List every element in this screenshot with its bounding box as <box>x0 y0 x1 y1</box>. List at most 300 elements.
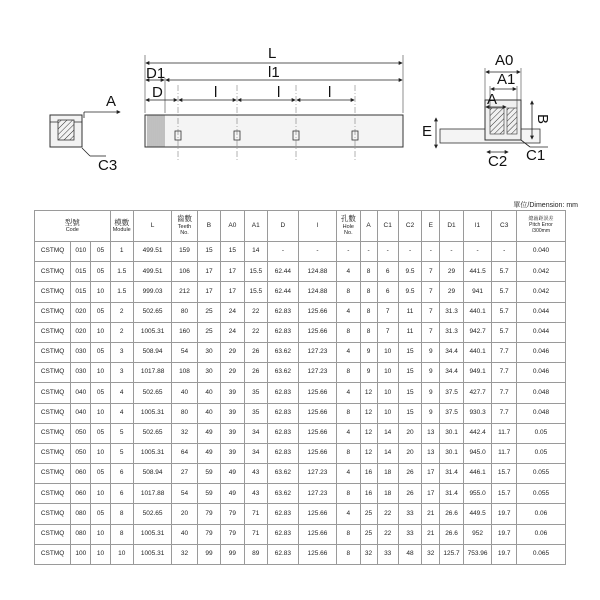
cell-d: 62.44 <box>267 282 298 302</box>
table-row <box>35 383 566 403</box>
cell-code-size: 015 <box>71 262 91 282</box>
cell-c1: 10 <box>377 403 398 423</box>
cell-e: 9 <box>422 403 440 423</box>
col-header-c2: C2 <box>398 211 421 242</box>
col-header-pitch-error <box>516 211 565 242</box>
cell-length-l: 508.94 <box>133 342 171 362</box>
cell-pitch-error: 0.048 <box>516 383 565 403</box>
col-header-module <box>110 211 133 242</box>
cell-pitch-l: 127.23 <box>298 484 336 504</box>
cell-code-size: 015 <box>71 282 91 302</box>
cell-c3: 7.7 <box>492 383 516 403</box>
technical-drawings <box>0 0 600 200</box>
cell-code-size: 020 <box>71 302 91 322</box>
cell-length-l: 1005.31 <box>133 322 171 342</box>
cell-length-l: 1005.31 <box>133 443 171 463</box>
cell-code-length: 05 <box>91 383 110 403</box>
cell-code-length: 05 <box>91 464 110 484</box>
cell-code-length: 10 <box>91 282 110 302</box>
cell-teeth-no: 159 <box>172 242 198 262</box>
cell-e: 7 <box>422 262 440 282</box>
cell-length-l: 502.65 <box>133 383 171 403</box>
cell-hole-no: 4 <box>337 464 360 484</box>
cell-c1: 18 <box>377 464 398 484</box>
front-l1-label: l1 <box>268 64 280 81</box>
cell-pitch-error: 0.055 <box>516 464 565 484</box>
cell-d1: 29 <box>440 262 463 282</box>
cell-a0: 49 <box>221 464 244 484</box>
cell-c2: 33 <box>398 504 421 524</box>
right-a1-label: A1 <box>497 71 516 88</box>
cell-a1: 43 <box>244 484 267 504</box>
cell-c3: 15.7 <box>492 464 516 484</box>
cell-module: 3 <box>110 342 133 362</box>
cell-hole-no: 4 <box>337 423 360 443</box>
front-pitch-label-3: l <box>328 84 332 101</box>
cell-l1: 427.7 <box>463 383 492 403</box>
cell-e: 21 <box>422 524 440 544</box>
cell-d: 62.83 <box>267 524 298 544</box>
cell-c3: 5.7 <box>492 282 516 302</box>
cell-c2: 20 <box>398 443 421 463</box>
cell-hole-no: 8 <box>337 544 360 564</box>
cell-e: 21 <box>422 504 440 524</box>
cell-hole-no: 8 <box>337 524 360 544</box>
pitch-en1: Pitch Error <box>529 222 553 229</box>
cell-a0: 24 <box>221 302 244 322</box>
cell-teeth-no: 40 <box>172 383 198 403</box>
cell-module: 10 <box>110 544 133 564</box>
cell-c1: 10 <box>377 342 398 362</box>
cell-hole-no: 4 <box>337 342 360 362</box>
table-row <box>35 403 566 423</box>
left-section-view <box>50 93 120 174</box>
cell-code-size: 050 <box>71 423 91 443</box>
cell-length-l: 1005.31 <box>133 403 171 423</box>
left-a-label: A <box>106 93 117 110</box>
cell-d1: 31.4 <box>440 484 463 504</box>
code-zh: 型號 <box>64 217 80 227</box>
right-e-label: E <box>422 123 433 140</box>
cell-pitch-error: 0.046 <box>516 363 565 383</box>
cell-b: 25 <box>197 302 220 322</box>
cell-code-size: 060 <box>71 484 91 504</box>
table-row <box>35 242 566 262</box>
cell-l1: 930.3 <box>463 403 492 423</box>
cell-pitch-l: 125.66 <box>298 423 336 443</box>
col-header-teeth <box>172 211 198 242</box>
cell-c3: 19.7 <box>492 524 516 544</box>
cell-a: - <box>360 242 377 262</box>
hole-zh: 孔數 <box>340 214 356 224</box>
table-row <box>35 302 566 322</box>
right-c2-label: C2 <box>488 153 508 170</box>
cell-d: 62.83 <box>267 302 298 322</box>
cell-code-length: 10 <box>91 484 110 504</box>
cell-d1: 29 <box>440 282 463 302</box>
cell-l1: 955.0 <box>463 484 492 504</box>
cell-code-size: 040 <box>71 403 91 423</box>
cell-length-l: 502.65 <box>133 302 171 322</box>
cell-c1: 22 <box>377 504 398 524</box>
cell-c1: 22 <box>377 524 398 544</box>
code-en: Code <box>65 227 79 234</box>
cell-a: 8 <box>360 282 377 302</box>
cell-a1: 89 <box>244 544 267 564</box>
cell-c2: 11 <box>398 322 421 342</box>
cell-a0: 39 <box>221 383 244 403</box>
teeth-zh: 齒數 <box>177 214 192 224</box>
cell-a1: 35 <box>244 383 267 403</box>
right-c1-label: C1 <box>526 147 546 164</box>
cell-pitch-error: 0.06 <box>516 524 565 544</box>
cell-code-length: 05 <box>91 423 110 443</box>
cell-hole-no: 8 <box>337 484 360 504</box>
front-pitch-label-1: l <box>214 84 218 101</box>
cell-pitch-l: 125.66 <box>298 544 336 564</box>
cell-e: 17 <box>422 464 440 484</box>
cell-a0: 79 <box>221 504 244 524</box>
cell-b: 40 <box>197 383 220 403</box>
cell-d: 62.83 <box>267 504 298 524</box>
col-header-a1: A1 <box>244 211 267 242</box>
cell-a: 12 <box>360 443 377 463</box>
cell-code-series: CSTMQ <box>35 504 71 524</box>
cell-c2: 15 <box>398 342 421 362</box>
cell-d: 62.44 <box>267 262 298 282</box>
col-header-code <box>35 211 111 242</box>
table-row <box>35 342 566 362</box>
col-header-a: A <box>360 211 377 242</box>
cell-c2: 26 <box>398 464 421 484</box>
cell-l1: 941 <box>463 282 492 302</box>
cell-d1: 125.7 <box>440 544 463 564</box>
cell-code-length: 10 <box>91 403 110 423</box>
cell-c3: 7.7 <box>492 342 516 362</box>
right-a-label: A <box>487 91 498 108</box>
cell-hole-no: 4 <box>337 302 360 322</box>
cell-c1: 10 <box>377 383 398 403</box>
col-header-d: D <box>267 211 298 242</box>
hole-no: No. <box>344 230 353 237</box>
cell-code-series: CSTMQ <box>35 443 71 463</box>
front-rack-view <box>145 45 403 160</box>
cell-a1: 22 <box>244 302 267 322</box>
cell-c3: 7.7 <box>492 403 516 423</box>
col-header-a0: A0 <box>221 211 244 242</box>
cell-code-length: 10 <box>91 544 110 564</box>
cell-module: 3 <box>110 363 133 383</box>
cell-teeth-no: 106 <box>172 262 198 282</box>
cell-a1: 22 <box>244 322 267 342</box>
cell-c2: 20 <box>398 423 421 443</box>
cell-teeth-no: 160 <box>172 322 198 342</box>
cell-a1: 71 <box>244 504 267 524</box>
cell-module: 5 <box>110 423 133 443</box>
cell-b: 30 <box>197 363 220 383</box>
cell-a: 32 <box>360 544 377 564</box>
cell-length-l: 1017.88 <box>133 484 171 504</box>
front-d1-label: D1 <box>146 65 166 82</box>
cell-code-size: 100 <box>71 544 91 564</box>
cell-pitch-l: 125.66 <box>298 443 336 463</box>
table-row <box>35 544 566 564</box>
cell-b: 40 <box>197 403 220 423</box>
pitch-zh: 總齒距誤差 <box>528 216 554 223</box>
cell-code-size: 080 <box>71 504 91 524</box>
cell-module: 4 <box>110 403 133 423</box>
cell-hole-no: 8 <box>337 363 360 383</box>
cell-code-size: 030 <box>71 363 91 383</box>
table-row <box>35 423 566 443</box>
cell-code-length: 05 <box>91 504 110 524</box>
cell-code-length: 10 <box>91 443 110 463</box>
cell-hole-no: 8 <box>337 403 360 423</box>
cell-pitch-l: 124.88 <box>298 282 336 302</box>
cell-teeth-no: 32 <box>172 544 198 564</box>
cell-pitch-error: 0.065 <box>516 544 565 564</box>
cell-d1: 34.4 <box>440 363 463 383</box>
cell-module: 8 <box>110 524 133 544</box>
cell-code-series: CSTMQ <box>35 464 71 484</box>
cell-pitch-l: 125.66 <box>298 524 336 544</box>
cell-code-length: 10 <box>91 524 110 544</box>
cell-d1: 30.1 <box>440 443 463 463</box>
front-d-label: D <box>152 84 163 101</box>
cell-code-size: 030 <box>71 342 91 362</box>
cell-code-series: CSTMQ <box>35 363 71 383</box>
cell-l1: 449.5 <box>463 504 492 524</box>
cell-length-l: 499.51 <box>133 242 171 262</box>
cell-c1: 33 <box>377 544 398 564</box>
cell-code-series: CSTMQ <box>35 423 71 443</box>
cell-code-size: 020 <box>71 322 91 342</box>
cell-c1: 6 <box>377 282 398 302</box>
cell-pitch-error: 0.055 <box>516 484 565 504</box>
cell-a: 8 <box>360 322 377 342</box>
cell-code-size: 080 <box>71 524 91 544</box>
cell-hole-no: - <box>337 242 360 262</box>
cell-b: 30 <box>197 342 220 362</box>
cell-a0: 39 <box>221 403 244 423</box>
cell-a0: 99 <box>221 544 244 564</box>
front-pitch-label-2: l <box>277 84 281 101</box>
cell-l1: 446.1 <box>463 464 492 484</box>
cell-l1: 440.1 <box>463 342 492 362</box>
table-row <box>35 464 566 484</box>
cell-c3: 7.7 <box>492 363 516 383</box>
cell-code-length: 10 <box>91 322 110 342</box>
cell-pitch-error: 0.044 <box>516 322 565 342</box>
cell-code-length: 05 <box>91 242 110 262</box>
table-row <box>35 363 566 383</box>
cell-a: 16 <box>360 464 377 484</box>
cell-c3: 5.7 <box>492 322 516 342</box>
cell-pitch-error: 0.06 <box>516 504 565 524</box>
cell-e: 9 <box>422 383 440 403</box>
cell-l1: 945.0 <box>463 443 492 463</box>
cell-c3: 11.7 <box>492 443 516 463</box>
cell-module: 2 <box>110 322 133 342</box>
cell-teeth-no: 54 <box>172 342 198 362</box>
cell-pitch-l: 127.23 <box>298 464 336 484</box>
cell-pitch-l: 125.66 <box>298 302 336 322</box>
cell-module: 6 <box>110 484 133 504</box>
cell-c2: - <box>398 242 421 262</box>
cell-d: 62.83 <box>267 423 298 443</box>
cell-teeth-no: 64 <box>172 443 198 463</box>
table-row <box>35 504 566 524</box>
cell-hole-no: 4 <box>337 504 360 524</box>
cell-d: 63.62 <box>267 464 298 484</box>
cell-d: 63.62 <box>267 484 298 504</box>
cell-d1: 37.5 <box>440 383 463 403</box>
cell-a: 12 <box>360 383 377 403</box>
cell-b: 79 <box>197 504 220 524</box>
cell-module: 6 <box>110 464 133 484</box>
cell-a0: 39 <box>221 423 244 443</box>
cell-l1: 753.96 <box>463 544 492 564</box>
cell-code-series: CSTMQ <box>35 242 71 262</box>
cell-length-l: 502.65 <box>133 504 171 524</box>
table-header-row <box>35 211 566 242</box>
cell-teeth-no: 27 <box>172 464 198 484</box>
table-row <box>35 443 566 463</box>
cell-c3: 11.7 <box>492 423 516 443</box>
cell-code-series: CSTMQ <box>35 383 71 403</box>
cell-c2: 15 <box>398 383 421 403</box>
cell-b: 59 <box>197 484 220 504</box>
module-zh: 模數 <box>114 217 130 227</box>
drawing-canvas <box>0 0 600 200</box>
cell-d1: 26.6 <box>440 504 463 524</box>
cell-pitch-l: 125.66 <box>298 322 336 342</box>
cell-pitch-l: 124.88 <box>298 262 336 282</box>
cell-a1: 14 <box>244 242 267 262</box>
cell-e: 17 <box>422 484 440 504</box>
cell-a: 8 <box>360 262 377 282</box>
cell-a: 25 <box>360 504 377 524</box>
cell-teeth-no: 54 <box>172 484 198 504</box>
front-l-label: L <box>268 45 277 62</box>
cell-pitch-l: 125.66 <box>298 504 336 524</box>
cell-teeth-no: 80 <box>172 302 198 322</box>
cell-pitch-l: 125.66 <box>298 403 336 423</box>
cell-code-series: CSTMQ <box>35 282 71 302</box>
cell-d1: 37.5 <box>440 403 463 423</box>
col-header-c1: C1 <box>377 211 398 242</box>
cell-c2: 15 <box>398 403 421 423</box>
cell-length-l: 508.94 <box>133 464 171 484</box>
cell-a1: 26 <box>244 342 267 362</box>
cell-l1: 942.7 <box>463 322 492 342</box>
cell-c1: 7 <box>377 322 398 342</box>
cell-e: 7 <box>422 302 440 322</box>
cell-d1: 31.3 <box>440 322 463 342</box>
cell-pitch-error: 0.05 <box>516 423 565 443</box>
cell-d: 62.83 <box>267 322 298 342</box>
cell-length-l: 1017.88 <box>133 363 171 383</box>
cell-b: 49 <box>197 423 220 443</box>
cell-hole-no: 8 <box>337 282 360 302</box>
col-header-b: B <box>197 211 220 242</box>
cell-a0: 17 <box>221 262 244 282</box>
cell-code-length: 05 <box>91 262 110 282</box>
cell-b: 17 <box>197 262 220 282</box>
cell-c2: 11 <box>398 302 421 322</box>
cell-a0: 29 <box>221 363 244 383</box>
cell-a: 16 <box>360 484 377 504</box>
cell-d1: - <box>440 242 463 262</box>
right-section-view <box>422 52 551 170</box>
cell-l1: 440.1 <box>463 302 492 322</box>
cell-hole-no: 4 <box>337 383 360 403</box>
cell-teeth-no: 32 <box>172 423 198 443</box>
cell-pitch-l: 127.23 <box>298 363 336 383</box>
cell-a0: 49 <box>221 484 244 504</box>
col-header-pitch-l: l <box>298 211 336 242</box>
cell-a1: 26 <box>244 363 267 383</box>
right-b-label: B <box>534 114 551 125</box>
cell-code-size: 050 <box>71 443 91 463</box>
teeth-no: No. <box>180 230 189 237</box>
cell-d: 62.83 <box>267 403 298 423</box>
cell-a0: 39 <box>221 443 244 463</box>
cell-pitch-error: 0.046 <box>516 342 565 362</box>
table-row <box>35 484 566 504</box>
cell-code-size: 060 <box>71 464 91 484</box>
cell-c3: 5.7 <box>492 262 516 282</box>
cell-code-series: CSTMQ <box>35 403 71 423</box>
cell-a0: 17 <box>221 282 244 302</box>
cell-pitch-error: 0.05 <box>516 443 565 463</box>
cell-a1: 71 <box>244 524 267 544</box>
cell-code-series: CSTMQ <box>35 544 71 564</box>
cell-code-length: 05 <box>91 302 110 322</box>
col-header-d1: D1 <box>440 211 463 242</box>
cell-d: 62.83 <box>267 544 298 564</box>
cell-c2: 15 <box>398 363 421 383</box>
cell-d1: 30.1 <box>440 423 463 443</box>
cell-b: 17 <box>197 282 220 302</box>
pitch-en2: /300mm <box>531 227 550 234</box>
cell-module: 1.5 <box>110 262 133 282</box>
cell-a1: 34 <box>244 443 267 463</box>
cell-module: 4 <box>110 383 133 403</box>
cell-e: 7 <box>422 322 440 342</box>
cell-a1: 43 <box>244 464 267 484</box>
cell-a: 12 <box>360 423 377 443</box>
cell-e: 32 <box>422 544 440 564</box>
cell-c1: - <box>377 242 398 262</box>
cell-a0: 24 <box>221 322 244 342</box>
cell-code-size: 040 <box>71 383 91 403</box>
cell-d: 62.83 <box>267 383 298 403</box>
cell-pitch-error: 0.042 <box>516 262 565 282</box>
cell-teeth-no: 80 <box>172 403 198 423</box>
cell-module: 5 <box>110 443 133 463</box>
cell-hole-no: 4 <box>337 262 360 282</box>
cell-d1: 34.4 <box>440 342 463 362</box>
cell-a: 25 <box>360 524 377 544</box>
cell-code-series: CSTMQ <box>35 302 71 322</box>
col-header-e: E <box>422 211 440 242</box>
unit-note: 單位/Dimension: mm <box>513 202 578 209</box>
cell-b: 79 <box>197 524 220 544</box>
cell-c1: 6 <box>377 262 398 282</box>
cell-length-l: 502.65 <box>133 423 171 443</box>
cell-d: 62.83 <box>267 443 298 463</box>
